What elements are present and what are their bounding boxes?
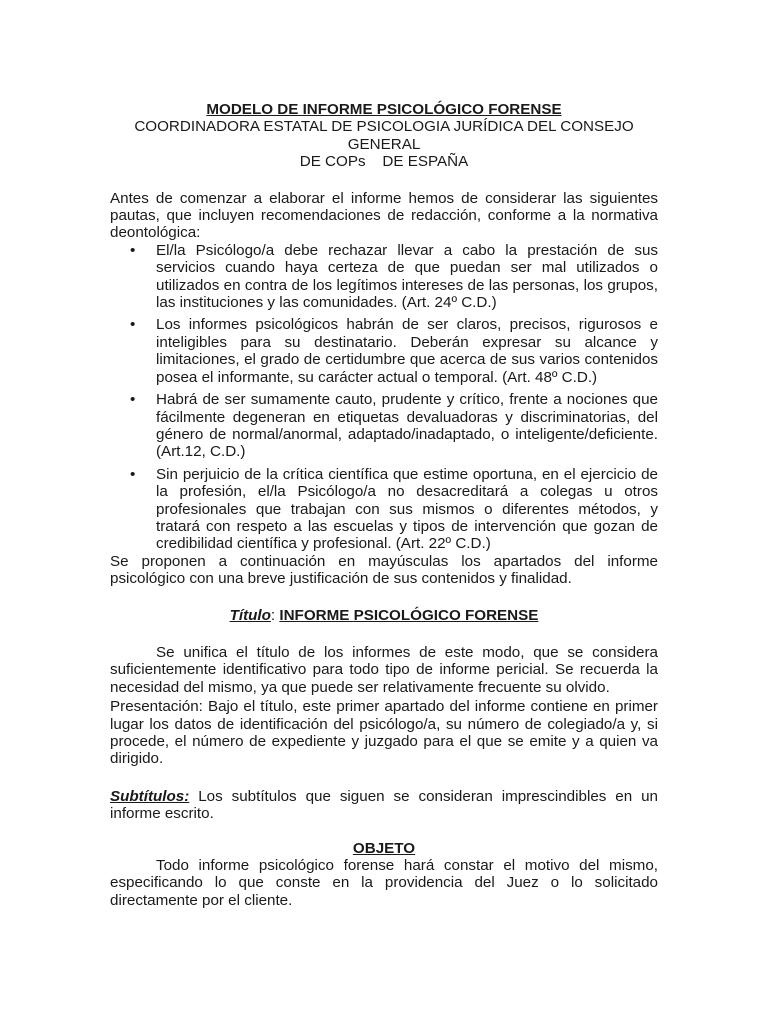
presentation-paragraph: Presentación: Bajo el título, este primer apartado del informe contiene en primer lugar los datos de identificación del psicólogo/a, su número de colegiado/a y, si procede, el número de expediente y juzgado para el que se emite y a quien va dirigido. (110, 698, 658, 768)
section-title-text: INFORME PSICOLÓGICO FORENSE (279, 606, 539, 624)
subtitles-paragraph (110, 788, 658, 823)
document-subtitle-line1: COORDINADORA ESTATAL DE PSICOLOGIA JURÍDICA DEL CONSEJO GENERAL (134, 118, 634, 153)
subtitles-label: Subtítulos: (110, 787, 190, 805)
section-title (110, 607, 658, 624)
document-title: MODELO DE INFORME PSICOLÓGICO FORENSE (206, 101, 562, 118)
bullet-icon: • (130, 465, 136, 483)
intro-paragraph: Antes de comenzar a elaborar el informe hemos de considerar las siguientes pautas, que incluyen recomendaciones de redacción, conforme a la normativa deontológica: (110, 189, 658, 242)
list-item-text: Habrá de ser sumamente cauto, prudente y crítico, frente a nociones que fácilmente degeneran en etiquetas devaluadoras y discriminatorias, del género de normal/anormal, adaptado/inadaptado, o inteligente/deficiente. (Art.12, C.D.) (156, 391, 658, 461)
objeto-paragraph: Todo informe psicológico forense hará constar el motivo del mismo, especificando lo que conste en la providencia del Juez o lo solicitado directamente por el cliente. (110, 857, 658, 909)
bullet-icon: • (130, 241, 136, 259)
list-item (110, 466, 658, 553)
list-item-text: El/la Psicólogo/a debe rechazar llevar a cabo la prestación de sus servicios cuando haya certeza de que puedan ser mal utilizados o utilizados en contra de los legítimos intereses de las personas, los grupos, las instituciones y las comunidades. (Art. 24º C.D.) (156, 241, 658, 312)
document-subtitle-line2: DE COPs DE ESPAÑA (299, 153, 469, 171)
list-item-text: Sin perjuicio de la crítica científica que estime oportuna, en el ejercicio de la profesión, el/la Psicólogo/a no desacreditará a colegas u otros profesionales que trabajan con sus mismos o diferentes métodos, y tratará con respeto a las escuelas y tipos de intervención que gozan de credibilidad científica y profesional. (Art. 22º C.D.) (156, 465, 658, 553)
bullet-icon: • (130, 316, 136, 334)
bullet-icon: • (130, 391, 136, 409)
objeto-heading: OBJETO (352, 839, 416, 857)
after-list-paragraph: Se proponen a continuación en mayúsculas los apartados del informe psicológico con una breve justificación de sus contenidos y finalidad. (110, 552, 658, 588)
list-item (110, 391, 658, 461)
guidelines-list (110, 242, 658, 553)
section-title-separator: : (270, 606, 280, 624)
list-item (110, 242, 658, 312)
subtitles-text: Los subtítulos que siguen se consideran imprescindibles en un informe escrito. (110, 787, 658, 823)
section-title-label: Título (229, 606, 271, 624)
title-explanation-paragraph: Se unifica el título de los informes de este modo, que se considera suficientemente identificativo para todo tipo de informe pericial. Se recuerda la necesidad del mismo, ya que puede ser relativamente frecuente su olvido. (110, 643, 658, 696)
list-item (110, 316, 658, 386)
list-item-text: Los informes psicológicos habrán de ser claros, precisos, rigurosos e inteligibles para su destinatario. Deberán expresar su alcance y limitaciones, el grado de certidumbre que acerca de sus varios contenidos posea el informante, su carácter actual o temporal. (Art. 48º C.D.) (156, 316, 658, 386)
document-body (110, 101, 658, 909)
